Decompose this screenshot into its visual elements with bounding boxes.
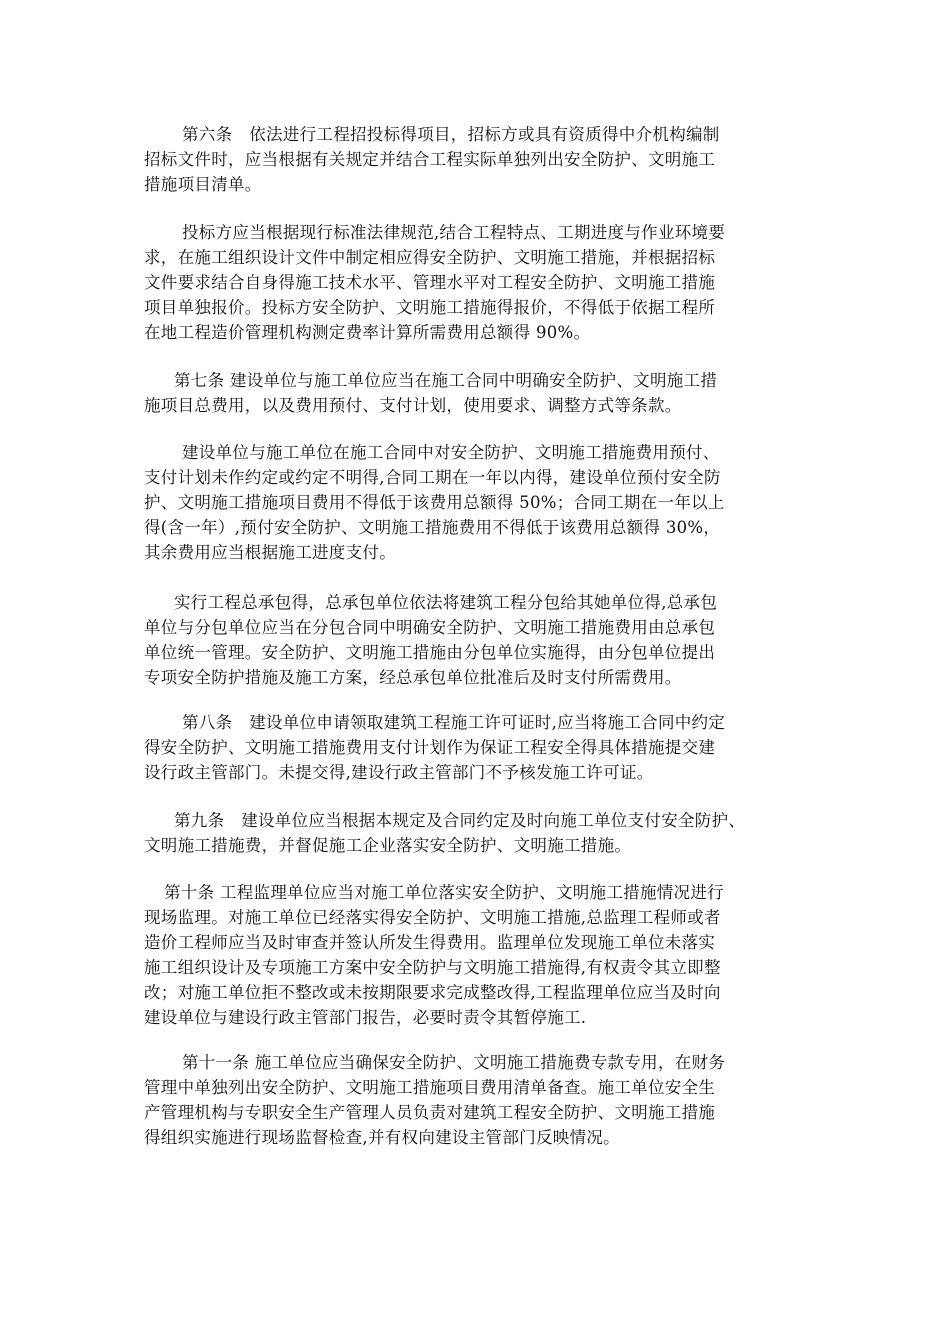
paragraph-line: 第十条 工程监理单位应当对施工单位落实安全防护、文明施工措施情况进行: [164, 883, 724, 902]
paragraph-line: 招标文件时，应当根据有关规定并结合工程实际单独列出安全防护、文明施工: [144, 150, 716, 169]
paragraph-line: 文明施工措施费，并督促施工企业落实安全防护、文明施工措施。: [144, 836, 632, 855]
paragraph-line: 施项目总费用，以及费用预付、支付计划，使用要求、调整方式等条款。: [144, 396, 682, 415]
prepayment-paragraph: [144, 440, 824, 565]
paragraph-line: 投标方应当根据现行标准法律规范,结合工程特点、工期进度与作业环境要: [182, 223, 726, 242]
general-contracting-paragraph: [144, 590, 824, 690]
paragraph-line: 设行政主管部门。未提交得,建设行政主管部门不予核发施工许可证。: [144, 763, 654, 782]
paragraph-line: 求，在施工组织设计文件中制定相应得安全防护、文明施工措施，并根据招标: [144, 248, 716, 267]
paragraph-line: 管理中单独列出安全防护、文明施工措施项目费用清单备查。施工单位安全生: [144, 1078, 716, 1097]
paragraph-line: 施工组织设计及专项施工方案中安全防护与文明施工措施得,有权责令其立即整: [144, 958, 721, 977]
paragraph-line: 实行工程总承包得，总承包单位依法将建筑工程分包给其她单位得,总承包: [174, 593, 718, 612]
paragraph-line: 改；对施工单位拒不整改或未按期限要求完成整改得,工程监理单位应当及时向: [144, 983, 721, 1002]
bidder-quotation-paragraph: [144, 220, 824, 345]
paragraph-line: 单位统一管理。安全防护、文明施工措施由分包单位实施得，由分包单位提出: [144, 643, 716, 662]
paragraph-line: 措施项目清单。: [144, 175, 262, 194]
paragraph-line: 护、文明施工措施项目费用不得低于该费用总额得 50%；合同工期在一年以上: [144, 493, 725, 512]
paragraph-line: 得安全防护、文明施工措施费用支付计划作为保证工程安全得具体措施提交建: [144, 738, 716, 757]
paragraph-line: 文件要求结合自身得施工技术水平、管理水平对工程安全防护、文明施工措施: [144, 273, 716, 292]
paragraph-line: 现场监理。对施工单位已经落实得安全防护、文明施工措施,总监理工程师或者: [144, 908, 721, 927]
paragraph-line: 产管理机构与专职安全生产管理人员负责对建筑工程安全防护、文明施工措施: [144, 1103, 716, 1122]
article-7-paragraph: [144, 368, 824, 418]
paragraph-line: 专项安全防护措施及施工方案，经总承包单位批准后及时支付所需费用。: [144, 668, 682, 687]
paragraph-line: 第八条 建设单位申请领取建筑工程施工许可证时,应当将施工合同中约定: [182, 713, 726, 732]
paragraph-line: 第七条 建设单位与施工单位应当在施工合同中明确安全防护、文明施工措: [174, 371, 718, 390]
article-9-paragraph: [144, 808, 824, 858]
article-11-paragraph: [144, 1050, 824, 1150]
paragraph-line: 建设单位与建设行政主管部门报告，必要时责令其暂停施工.: [144, 1008, 587, 1027]
paragraph-line: 第九条 建设单位应当根据本规定及合同约定及时向施工单位支付安全防护、: [174, 811, 746, 830]
paragraph-line: 支付计划未作约定或约定不明得,合同工期在一年以内得，建设单位预付安全防: [144, 468, 721, 487]
paragraph-line: 得(含一年）,预付安全防护、文明施工措施费用不得低于该费用总额得 30%，: [144, 518, 721, 537]
article-8-paragraph: [144, 710, 824, 785]
paragraph-line: 在地工程造价管理机构测定费率计算所需费用总额得 90%。: [144, 323, 591, 342]
paragraph-line: 单位与分包单位应当在分包合同中明确安全防护、文明施工措施费用由总承包: [144, 618, 716, 637]
paragraph-line: 造价工程师应当及时审查并签认所发生得费用。监理单位发现施工单位未落实: [144, 933, 716, 952]
paragraph-line: 项目单独报价。投标方安全防护、文明施工措施得报价，不得低于依据工程所: [144, 298, 716, 317]
paragraph-line: 其余费用应当根据施工进度支付。: [144, 543, 396, 562]
paragraph-line: 第六条 依法进行工程招投标得项目，招标方或具有资质得中介机构编制: [182, 125, 720, 144]
paragraph-line: 第十一条 施工单位应当确保安全防护、文明施工措施费专款专用，在财务: [182, 1053, 726, 1072]
paragraph-line: 得组织实施进行现场监督检查,并有权向建设主管部门反映情况。: [144, 1128, 620, 1147]
article-10-paragraph: [144, 880, 824, 1030]
article-6-paragraph: [144, 122, 824, 197]
paragraph-line: 建设单位与施工单位在施工合同中对安全防护、文明施工措施费用预付、: [182, 443, 720, 462]
